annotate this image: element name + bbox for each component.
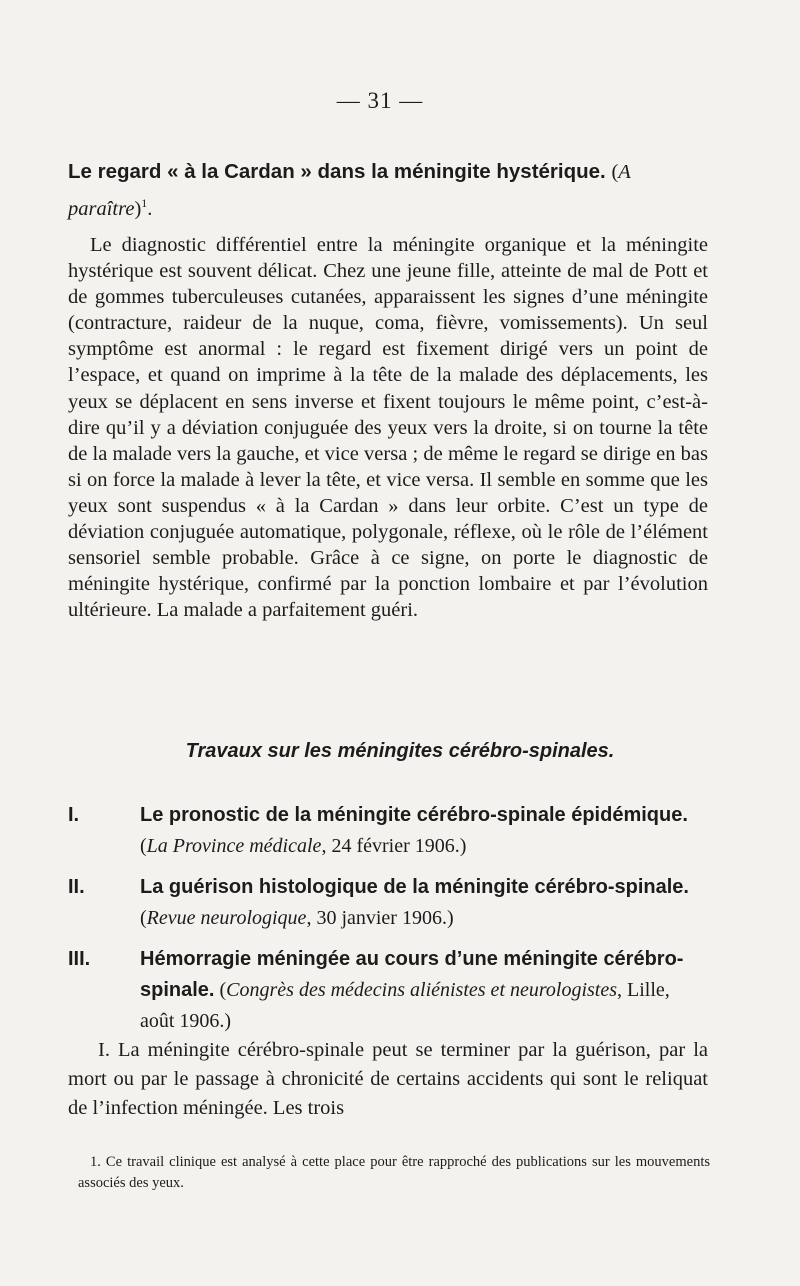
reference-item [68, 800, 708, 862]
reference-title: Le pronostic de la méningite cérébro-spinale épidémique. [140, 804, 688, 826]
reference-journal: Congrès des médecins aliénistes et neurologistes [226, 979, 618, 1001]
reference-title: Hémorragie méningée au cours d’une méningite cérébro-spinale. [140, 948, 684, 1001]
article-title [68, 156, 708, 225]
reference-item [68, 872, 708, 934]
title-end: . [147, 197, 153, 220]
reference-number: II. [68, 876, 85, 898]
reference-open: ( [140, 907, 147, 929]
title-ref-open: ( [611, 161, 619, 183]
title-ref-close: ) [134, 197, 142, 220]
reference-details: , Lille, août 1906.) [140, 979, 670, 1032]
reference-item [68, 944, 708, 1037]
title-ref: A paraître [68, 161, 631, 220]
reference-details: , 24 février 1906.) [321, 835, 467, 857]
reference-list [68, 800, 708, 1047]
footnote: 1. Ce travail clinique est analysé à cette place pour être rapproché des publications sur les mouvements associés des yeux. [78, 1154, 710, 1191]
reference-journal: Revue neurologique [146, 907, 307, 929]
reference-journal: La Province médicale [146, 835, 322, 857]
title-text: Le regard « à la Cardan » dans la méningite hystérique. [68, 160, 606, 183]
page-number: — 31 — [336, 88, 424, 113]
reference-title: La guérison histologique de la méningite cérébro-spinale. [140, 876, 689, 898]
reference-details: , 30 janvier 1906.) [306, 907, 454, 929]
reference-open: ( [214, 979, 227, 1001]
footnote-mark: 1 [141, 196, 148, 210]
reference-number: I. [68, 804, 80, 826]
paragraph-cardan: Le diagnostic différentiel entre la méningite organique et la méningite hystérique est souvent délicat. Chez une jeune fille, atteinte de mal de Pott et de gommes tuberculeuses cutanées, apparaissent les signes d’une méningite (contracture, raideur de la nuque, coma, fièvre, vomissements). Un seul symptôme est anormal : le regard est fixement dirigé vers un point de l’espace, et quand on imprime à la tête de la malade des déplacements, les yeux se déplacent en sens inverse et fixent toujours le même point, c’est-à-dire qu’il y a déviation conjuguée des yeux vers la droite, si on tourne la tête de la malade vers la gauche, et vice versa ; de même le regard se dirige en bas si on force la malade à lever la tête, et vice versa. Il semble en somme que les yeux sont suspendus « à la Cardan » dans leur orbite. C’est un type de déviation conjuguée automatique, polygonale, réflexe, où le rôle de l’élément sensoriel semble probable. Grâce à ce signe, on porte le diagnostic de méningite hystérique, confirmé par la ponction lombaire et par l’évolution ultérieure. La malade a parfaitement guéri. [68, 234, 708, 622]
paragraph-prognosis: I. La méningite cérébro-spinale peut se terminer par la guérison, par la mort ou par le passage à chronicité de certains accidents qui sont le reliquat de l’infection méningée. Les trois [68, 1039, 708, 1119]
section-title: Travaux sur les méningites cérébro-spinales. [185, 740, 615, 762]
reference-open: ( [140, 835, 147, 857]
reference-number: III. [68, 948, 91, 970]
